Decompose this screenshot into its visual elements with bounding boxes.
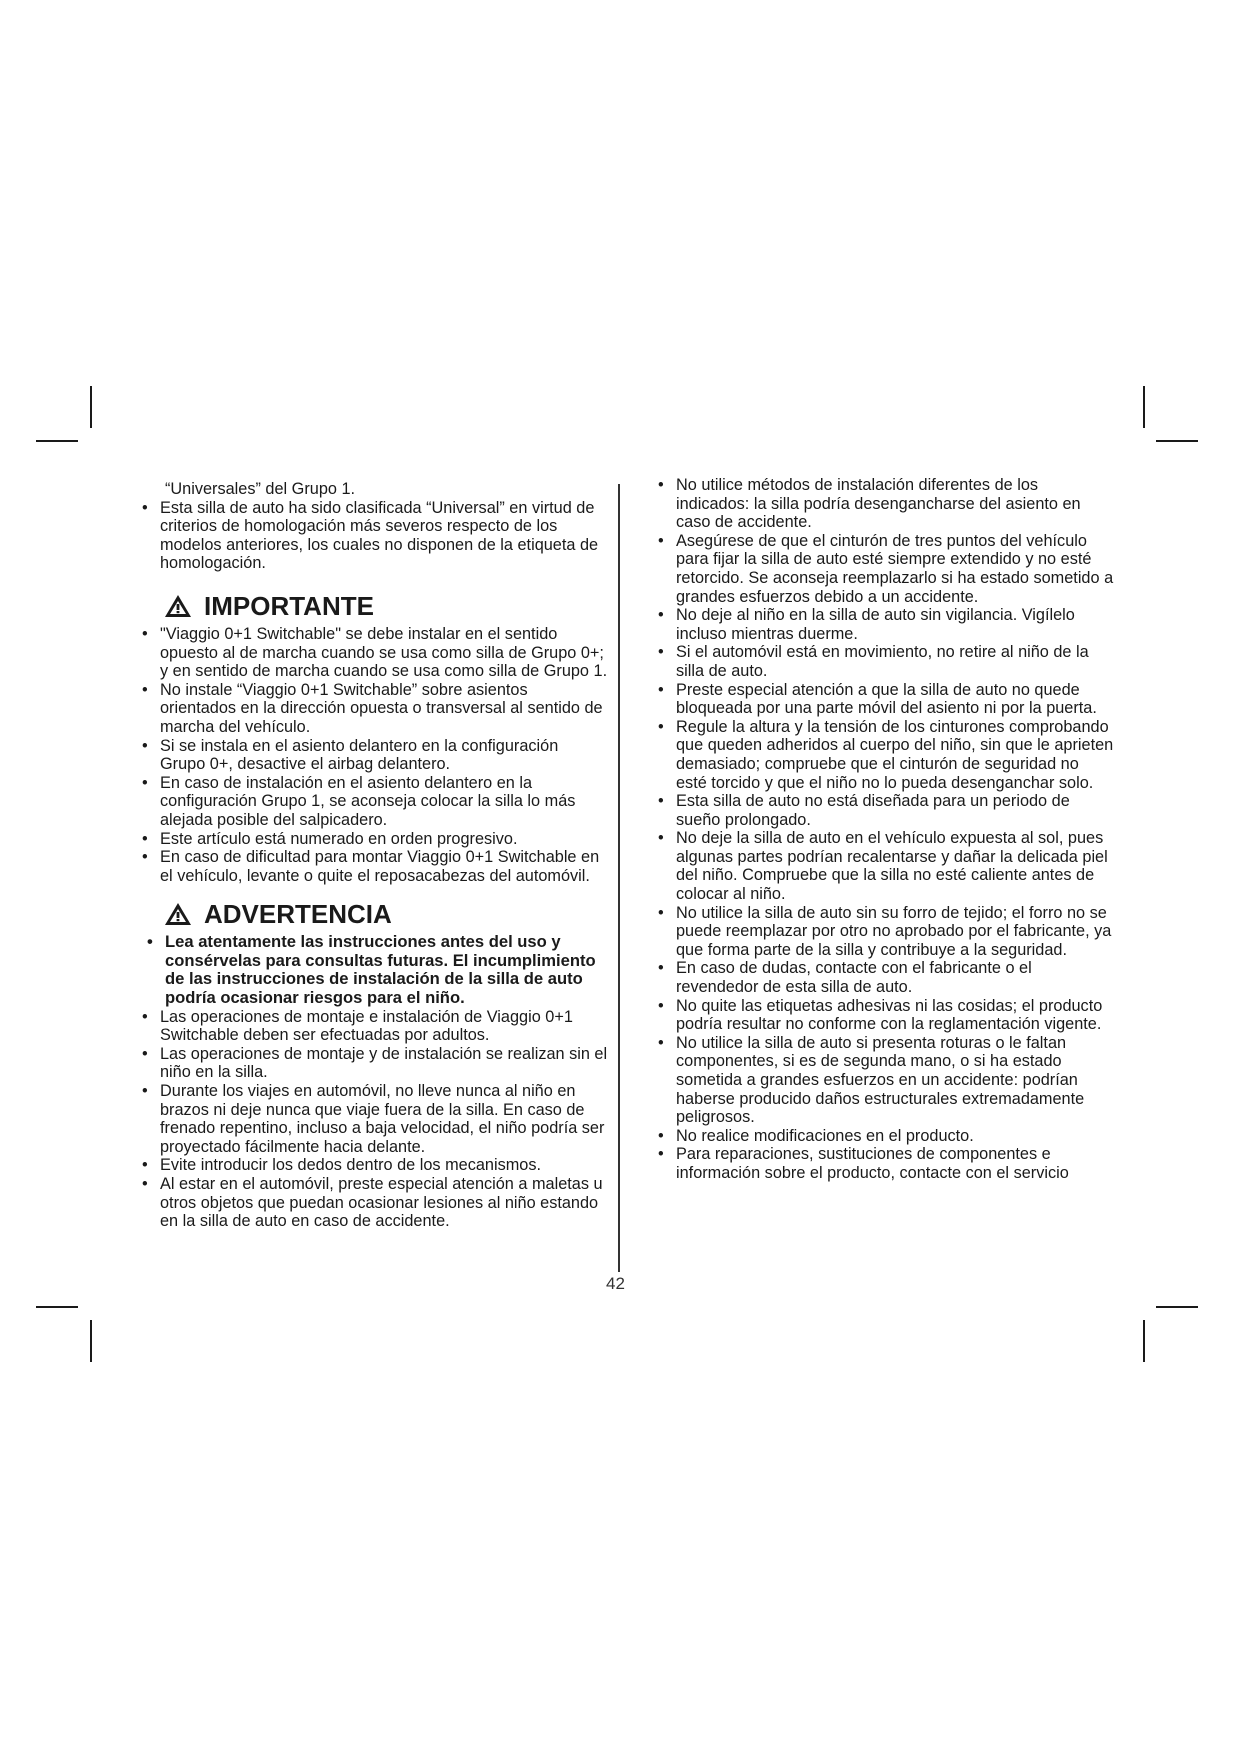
list-item: • Durante los viajes en automóvil, no lleve nunca al niño en brazos ni deje nunca que viaje fuera de la silla. En caso de frenado repentino, incluso a baja velocidad, el niño podría ser proyectado fácilmente hacia delante. [142,1082,605,1156]
list-item: • No utilice la silla de auto si presenta roturas o le faltan componentes, si es de segunda mano, o si ha estado sometida a grandes esfuerzos en un accidente: podrían haberse producido daños estructurales extremadamente peligrosos. [658,1033,1085,1127]
intro-continuation: “Universales” del Grupo 1. [165,480,356,498]
list-item-bold: • Lea atentamente las instrucciones antes del uso y consérvelas para consultas futuras. El incumplimiento de las instrucciones de instalación de la silla de auto podría ocasionar riesgos para el niño. [147,932,596,1008]
list-item: • Si el automóvil está en movimiento, no retire al niño de la silla de auto. [658,643,1089,680]
list-item: • Esta silla de auto ha sido clasificada “Universal” en virtud de criterios de homologación más severos respecto de los modelos anteriores, los cuales no disponen de la etiqueta de homologación. [142,498,599,573]
crop-mark-bottom-left-vertical [90,1320,92,1362]
crop-mark-top-right-horizontal [1156,440,1198,442]
list-item: • No instale “Viaggio 0+1 Switchable” sobre asientos orientados en la dirección opuesta o transversal al sentido de marcha del vehículo. [142,680,603,736]
list-item: • En caso de instalación en el asiento delantero en la configuración Grupo 1, se aconseja colocar la silla lo más alejada posible del salpicadero. [142,773,576,829]
importante-title: IMPORTANTE [204,590,374,621]
list-item: • En caso de dificultad para montar Viaggio 0+1 Switchable en el vehículo, levante o quite el reposacabezas del automóvil. [142,848,600,885]
list-item: • Asegúrese de que el cinturón de tres puntos del vehículo para fijar la silla de auto esté siempre extendido y no esté retorcido. Se aconseja reemplazarlo si ha estado sometido a grandes esfuerzos debido a un accidente. [658,531,1114,606]
list-item: • No deje al niño en la silla de auto sin vigilancia. Vigílelo incluso mientras duerme. [658,606,1075,643]
list-item: • No utilice la silla de auto sin su forro de tejido; el forro no se puede reemplazar por otro no aprobado por el fabricante, ya que forma parte de la silla y contribuye a la seguridad. [658,903,1112,959]
list-item: • No realice modificaciones en el producto. [658,1126,974,1145]
crop-mark-top-left-vertical [90,386,92,428]
list-item: • "Viaggio 0+1 Switchable" se debe instalar en el sentido opuesto al de marcha cuando se usa como silla de Grupo 0+; y en sentido de marcha cuando se usa como silla de Grupo 1. [142,624,608,681]
list-item: • Las operaciones de montaje y de instalación se realizan sin el niño en la silla. [142,1044,608,1082]
column-divider [618,484,620,1272]
list-item: • En caso de dudas, contacte con el fabricante o el revendedor de esta silla de auto. [658,959,1032,997]
crop-mark-top-left-horizontal [36,440,78,442]
advertencia-title: ADVERTENCIA [204,899,392,930]
left-column [138,480,608,1231]
crop-mark-bottom-right-vertical [1143,1320,1145,1362]
list-item: • No utilice métodos de instalación diferentes de los indicados: la silla podría desengancharse del asiento en caso de accidente. [658,476,1081,532]
right-list [654,476,1114,1183]
crop-mark-top-right-vertical [1143,386,1145,428]
list-item: • Preste especial atención a que la silla de auto no quede bloqueada por una parte móvil del asiento ni por la puerta. [658,680,1097,718]
list-item: • Esta silla de auto no está diseñada para un periodo de sueño prolongado. [658,792,1070,829]
page-number: 42 [606,1274,625,1293]
list-item: • No deje la silla de auto en el vehículo expuesta al sol, pues algunas partes podrían recalentarse y dañar la delicada piel del niño. Compruebe que la silla no esté caliente antes de colocar al niño. [658,829,1108,904]
list-item: • Para reparaciones, sustituciones de componentes e información sobre el producto, contacte con el servicio [658,1145,1069,1182]
crop-mark-bottom-left-horizontal [36,1306,78,1308]
advertencia-list [138,1008,608,1231]
importante-heading [164,591,608,621]
list-item: • No quite las etiquetas adhesivas ni las cosidas; el producto podría resultar no conforme con la reglamentación vigente. [658,996,1103,1034]
list-item: • Evite introducir los dedos dentro de los mecanismos. [142,1156,541,1175]
list-item: • Regule la altura y la tensión de los cinturones comprobando que queden adheridos al cuerpo del niño, sin que le aprieten demasiado; compruebe que el cinturón de seguridad no esté torcido y que el niño no lo pueda desenganchar solo. [658,717,1114,792]
crop-mark-bottom-right-horizontal [1156,1306,1198,1308]
list-item: • Este artículo está numerado en orden progresivo. [142,829,518,848]
importante-list [138,625,608,885]
advertencia-heading [164,899,608,929]
list-item: • Las operaciones de montaje e instalación de Viaggio 0+1 Switchable deben ser efectuadas por adultos. [142,1007,573,1045]
warning-triangle-icon [164,902,192,926]
right-column [654,476,1114,1183]
warning-triangle-icon [164,594,192,618]
list-item: • Si se instala en el asiento delantero en la configuración Grupo 0+, desactive el airbag delantero. [142,736,559,774]
list-item: • Al estar en el automóvil, preste especial atención a maletas u otros objetos que puedan ocasionar lesiones al niño estando en la silla de auto en caso de accidente. [142,1175,603,1231]
